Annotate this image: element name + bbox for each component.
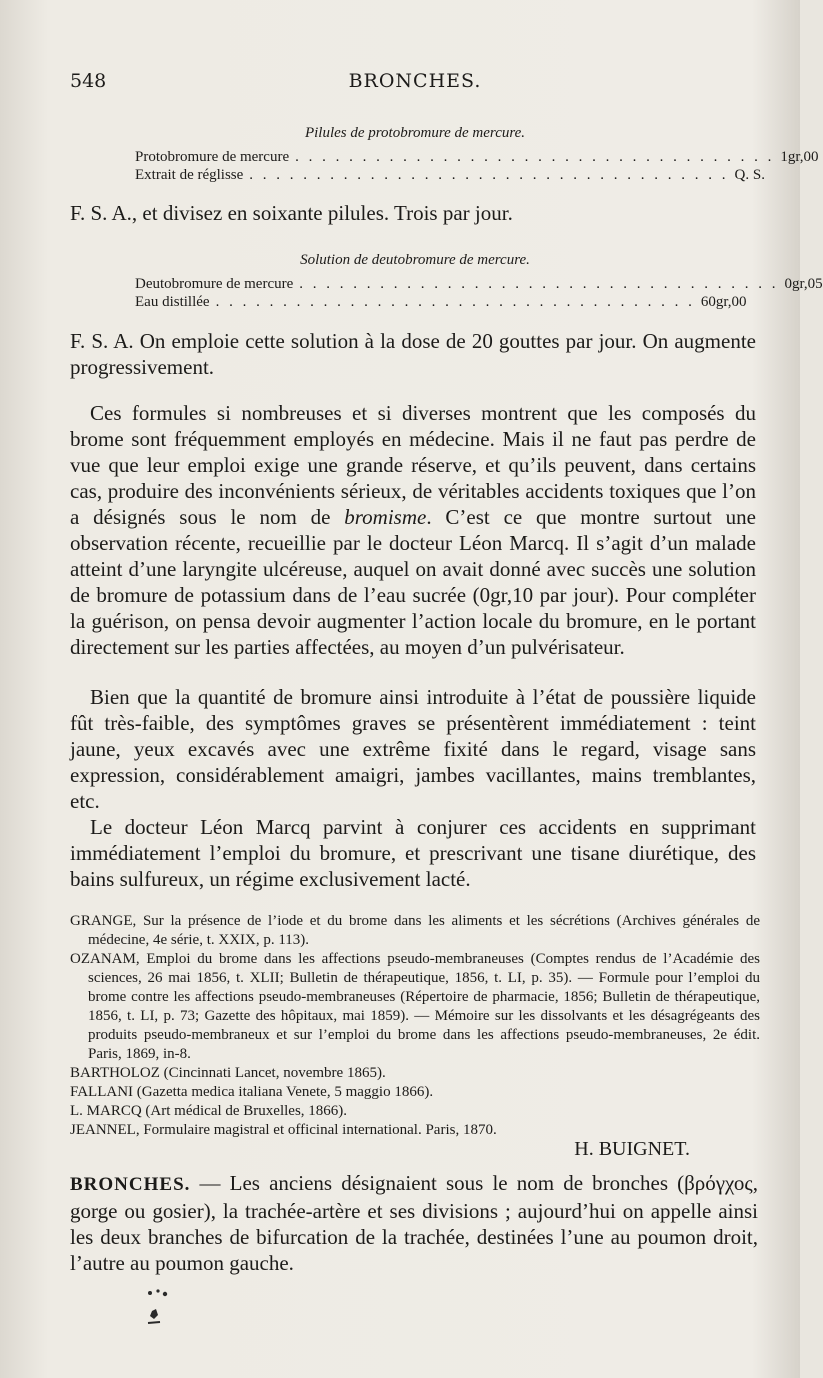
ingredient-quantity: 1gr,00	[780, 149, 819, 165]
running-title: BRONCHES.	[348, 70, 482, 92]
dot-leader: . . . . . . . . . . . . . . . . . . . . . . . . . . . . . . . . . . . .	[249, 167, 729, 183]
page-header	[70, 70, 760, 100]
recipe-row	[135, 166, 765, 184]
entry-text: — Les anciens désignaient sous le nom de bronches (βρόγχος, gorge ou gosier), la trachée-artère et ses divisions ; aujourd’hui on appelle ainsi les deux branches de bifurcation de la trachée, destinées l’une au poumon droit, l’autre au poumon gauche.	[70, 1171, 758, 1275]
ingredient-name: Protobromure de mercure	[135, 149, 290, 165]
body-text: . C’est ce que montre surtout une observation récente, recueillie par le docteur Léon Marcq. Il s’agit d’un malade atteint d’une laryngite ulcéreuse, auquel on avait donné avec succès une solution de bromure de potassium dans de l’eau sucrée (0gr,10 par jour). Pour compléter la guérison, on pensa devoir augmenter l’action locale du bromure, en le portant directement sur les parties affectées, au moyen d’un pulvérisateur.	[70, 505, 756, 659]
body-text: Ces formules si nombreuses et si diverses montrent que les composés du brome sont fréquemment employés en médecine. Mais il ne faut pas perdre de vue que leur emploi exige une grande réserve, et qu’ils peuvent, dans certains cas, produire des inconvénients sérieux, de véritables accidents toxiques que l’on a désignés sous le nom de	[70, 401, 756, 529]
dictionary-entry	[70, 1170, 758, 1276]
ingredient-quantity: 0gr,05	[784, 276, 823, 292]
recipe-title: Solution de deutobromure de mercure.	[300, 252, 530, 268]
author-signature: H. BUIGNET.	[574, 1138, 690, 1160]
instruction-paragraph: F. S. A., et divisez en soixante pilules. Trois par jour.	[70, 201, 513, 225]
bibliography-entry: OZANAM, Emploi du brome dans les affections pseudo-membraneuses (Comptes rendus de l’Académie des sciences, 26 mai 1856, t. XLII; Bulletin de thérapeutique, 1856, t. LI, p. 35). — Formule pour l’emploi du brome contre les affections pseudo-membraneuses (Répertoire de pharmacie, 1856; Bulletin de thérapeutique, 1856, t. LI, p. 73; Gazette des hôpitaux, mai 1859). — Mémoire sur les dissolvants et les désagrégeants des produits pseudo-membraneux et sur l’emploi du brome dans les affections pseudo-membraneuses, 2e édit. Paris, 1869, in-8.	[70, 951, 760, 1062]
recipe-row	[135, 148, 819, 166]
recipe-row	[135, 293, 747, 311]
page-number: 548	[70, 70, 107, 92]
bibliography-entry: FALLANI (Gazetta medica italiana Venete, 5 maggio 1866).	[70, 1084, 434, 1100]
bibliography-entry: GRANGE, Sur la présence de l’iode et du brome dans les aliments et les sécrétions (Archives générales de médecine, 4e série, t. XXIX, p. 113).	[70, 913, 760, 948]
recipe-title: Pilules de protobromure de mercure.	[304, 125, 526, 141]
bibliography-entry: BARTHOLOZ (Cincinnati Lancet, novembre 1865).	[70, 1065, 386, 1081]
body-paragraph	[70, 400, 756, 660]
instruction-paragraph: F. S. A. On emploie cette solution à la dose de 20 gouttes par jour. On augmente progressivement.	[70, 329, 756, 379]
ingredient-quantity: 60gr,00	[700, 294, 747, 310]
bibliography-entry: L. MARCQ (Art médical de Bruxelles, 1866).	[70, 1103, 348, 1119]
entry-headword: BRONCHES.	[70, 1174, 191, 1195]
recipe-protobromure	[135, 125, 819, 184]
ingredient-name: Eau distillée	[135, 294, 210, 310]
dot-leader: . . . . . . . . . . . . . . . . . . . . . . . . . . . . . . . . . . . .	[295, 149, 775, 165]
ingredient-name: Deutobromure de mercure	[135, 276, 294, 292]
ink-smudge	[140, 1285, 180, 1335]
recipe-deutobromure	[135, 252, 823, 311]
body-paragraph: Le docteur Léon Marcq parvint à conjurer ces accidents en supprimant immédiatement l’emploi du bromure, et prescrivant une tisane diurétique, des bains sulfureux, un régime exclusivement lacté.	[70, 815, 756, 891]
bibliography-entry: JEANNEL, Formulaire magistral et officinal international. Paris, 1870.	[70, 1122, 497, 1138]
ingredient-quantity: Q. S.	[734, 167, 765, 183]
recipe-row	[135, 275, 823, 293]
dot-leader: . . . . . . . . . . . . . . . . . . . . . . . . . . . . . . . . . . . .	[299, 276, 779, 292]
emphasized-term: bromisme	[344, 505, 427, 529]
bibliography	[70, 912, 760, 1140]
ingredient-name: Extrait de réglisse	[135, 167, 244, 183]
dot-leader: . . . . . . . . . . . . . . . . . . . . . . . . . . . . . . . . . . . .	[215, 294, 695, 310]
body-paragraph: Bien que la quantité de bromure ainsi introduite à l’état de poussière liquide fût très-faible, des symptômes graves se présentèrent immédiatement : teint jaune, yeux excavés avec une extrême fixité dans le regard, visage sans expression, considérablement amaigri, jambes vacillantes, mains tremblantes, etc.	[70, 685, 756, 813]
